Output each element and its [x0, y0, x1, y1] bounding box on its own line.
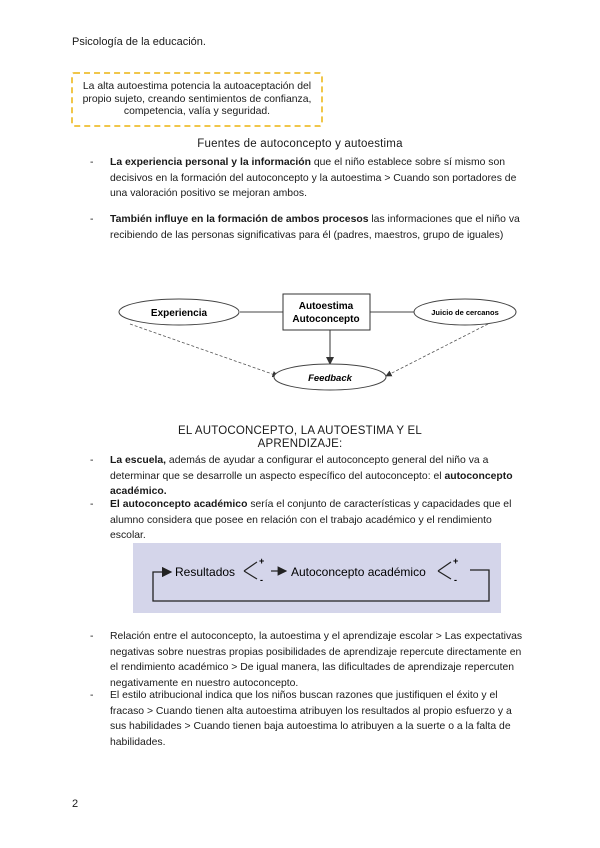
bullet-dash: -	[90, 690, 94, 701]
branch-right-minus: -	[454, 575, 457, 585]
bullet-bold-lead: La escuela,	[110, 455, 167, 466]
bullet-dash: -	[90, 499, 94, 510]
section-title-aprendizaje-1: EL AUTOCONCEPTO, LA AUTOESTIMA Y EL	[178, 425, 422, 437]
node-juicio-label: Juicio de cercanos	[431, 308, 499, 317]
bullet-dash: -	[90, 157, 94, 168]
node-center-line2: Autoconcepto	[292, 314, 360, 325]
dashed-arrow-right	[386, 324, 488, 376]
branch-left-minus: -	[260, 575, 263, 585]
branch-right	[438, 562, 451, 579]
bullet-text: El estilo atribucional indica que los niños buscan razones que justifiquen el éxito y el fracaso > Cuando tienen alta autoestima atribuyen los resultados al propio esfuerzo y a sus habilidades > Cuando tienen baja autoestima lo atribuyen a la suerte o a la falta de habilidades.	[110, 690, 512, 748]
node-experiencia-label: Experiencia	[150, 308, 208, 319]
list-item	[90, 453, 530, 500]
list-item	[90, 497, 530, 544]
list-item	[90, 688, 530, 750]
node-autoconcepto-academico: Autoconcepto académico	[291, 565, 426, 579]
callout-text: La alta autoestima potencia la autoaceptación del propio sujeto, creando sentimientos de confianza, competencia, valía y seguridad.	[82, 81, 312, 118]
bullet-bold-lead: El autoconcepto académico	[110, 499, 248, 510]
bullet-bold-lead: También influye en la formación de ambos procesos	[110, 214, 369, 225]
academic-cycle-diagram	[133, 543, 501, 613]
branch-left-plus: +	[259, 556, 265, 566]
branch-left	[244, 562, 257, 579]
branch-right-plus: +	[453, 556, 459, 566]
bullet-text: además de ayudar a configurar el autoconcepto general del niño va a determinar que se desarrolle un aspecto específico del autoconcepto: el	[110, 455, 489, 482]
node-resultados: Resultados	[175, 565, 236, 579]
section-title-fuentes: Fuentes de autoconcepto y autoestima	[197, 138, 403, 150]
list-item	[90, 212, 530, 243]
bullet-dash: -	[90, 214, 94, 225]
bullet-text: las informaciones que el niño va recibiendo de las personas significativas para él (padres, maestros, grupo de iguales)	[110, 214, 520, 241]
page-number: 2	[72, 798, 79, 810]
bullet-text: sería el conjunto de características y capacidades que el alumno considera que posee en relación con el trabajo académico y el rendimiento escolar.	[110, 499, 512, 542]
page-header-title: Psicología de la educación.	[72, 36, 206, 48]
list-item	[90, 155, 530, 202]
bullet-dash: -	[90, 455, 94, 466]
bullet-bold-lead: La experiencia personal y la información	[110, 157, 311, 168]
autoconcept-sources-diagram	[100, 280, 530, 395]
dashed-arrow-left	[130, 324, 278, 376]
bullet-text: que el niño establece sobre sí mismo son decisivos en la formación del autoconcepto y la autoestima > Cuando son portadores de una valoración positivo se mejoran ambos.	[110, 157, 517, 200]
highlight-callout	[71, 72, 323, 127]
bullet-dash: -	[90, 631, 94, 642]
bullet-bold-tail: autoconcepto académico.	[110, 470, 513, 498]
section-title-aprendizaje-2: APRENDIZAJE:	[257, 438, 343, 450]
bullet-text: Relación entre el autoconcepto, la autoestima y el aprendizaje escolar > Las expectativas negativas sobre nuestras propias posibilidades de aprendizaje repercute directamente en el rendimiento académico > De igual manera, las dificultades de aprendizaje repercuten negativamente en nuestro autoconcepto.	[110, 631, 523, 689]
node-feedback-label: Feedback	[308, 373, 352, 384]
list-item	[90, 629, 530, 691]
node-center-line1: Autoestima	[298, 301, 354, 312]
